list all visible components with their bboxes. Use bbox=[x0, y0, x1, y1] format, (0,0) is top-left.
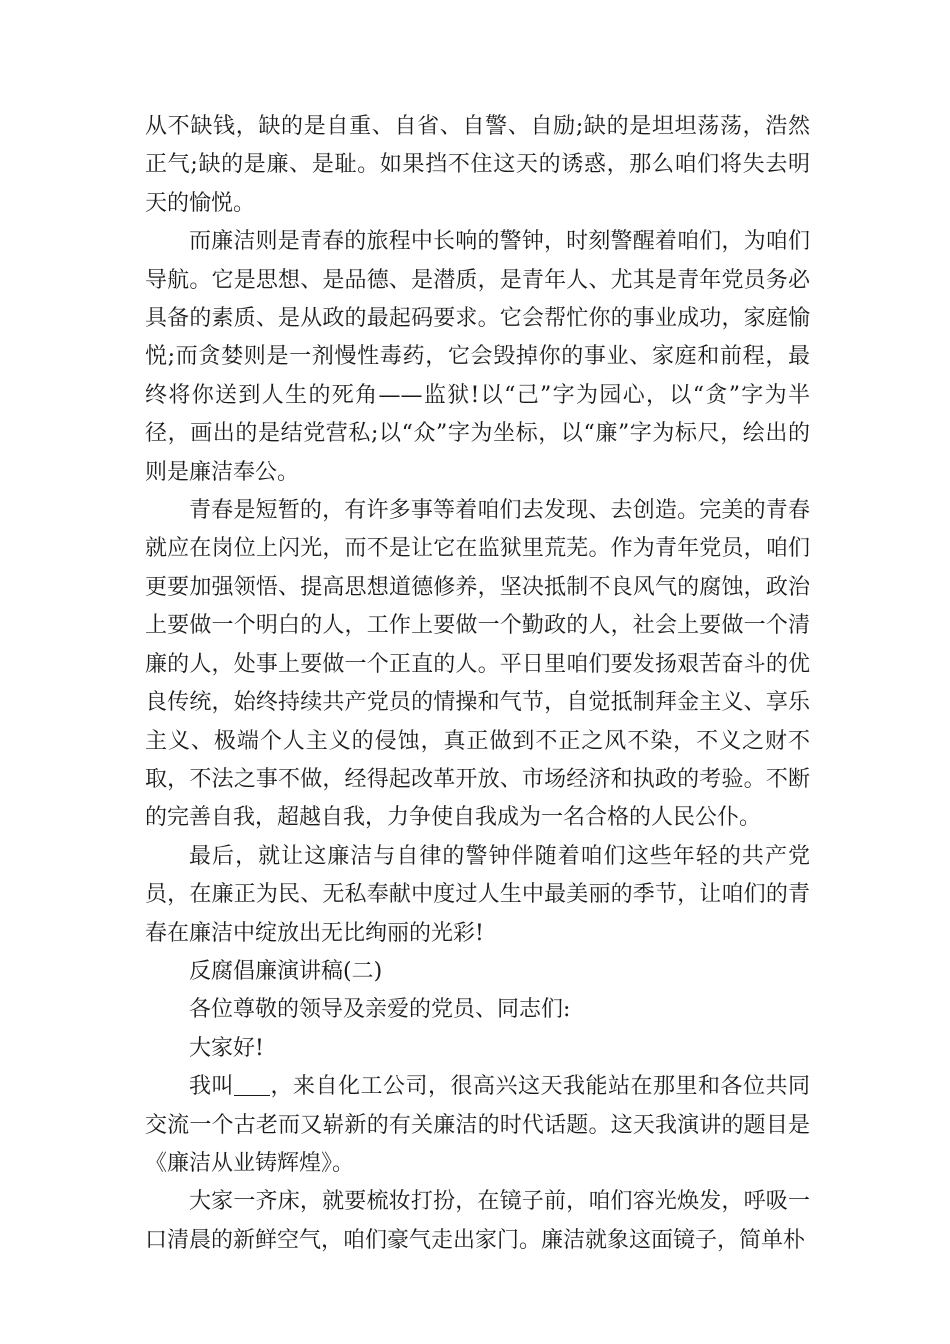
paragraph-mirror: 大家一齐床，就要梳妆打扮，在镜子前，咱们容光焕发，呼吸一口清晨的新鲜空气，咱们豪气走出家门。廉洁就象这面镜子，简单朴 bbox=[145, 1189, 810, 1253]
paragraph-integrity-alarm: 而廉洁则是青春的旅程中长响的警钟，时刻警醒着咱们，为咱们导航。它是思想、是品德、是潜质，是青年人、尤其是青年党员务必具备的素质、是从政的最起码要求。它会帮忙你的事业成功，家庭愉悦;而贪婪则是一剂慢性毒药，它会毁掉你的事业、家庭和前程，最终将你送到人生的死角——监狱!以“己”字为园心，以“贪”字为半径，画出的是结党营私;以“众”字为坐标，以“廉”字为标尺，绘出的则是廉洁奉公。 bbox=[145, 229, 810, 485]
salutation: 各位尊敬的领导及亲爱的党员、同志们: bbox=[189, 997, 571, 1023]
paragraph-youth: 青春是短暂的，有许多事等着咱们去发现、去创造。完美的青春就应在岗位上闪光，而不是让它在监狱里荒芜。作为青年党员，咱们更要加强领悟、提高思想道德修养，坚决抵制不良风气的腐蚀，政治上要做一个明白的人，工作上要做一个勤政的人，社会上要做一个清廉的人，处事上要做一个正直的人。平日里咱们要发扬艰苦奋斗的优良传统，始终持续共产党员的情操和气节，自觉抵制拜金主义、享乐主义、极端个人主义的侵蚀，真正做到不正之风不染，不义之财不取，不法之事不做，经得起改革开放、市场经济和执政的考验。不断的完善自我，超越自我，力争使自我成为一名合格的人民公仆。 bbox=[145, 498, 810, 831]
greeting: 大家好! bbox=[189, 1035, 264, 1061]
intro-after-blank: ，来自化工公司，很高兴这天我能站在那里和各位共同交流一个古老而又崭新的有关廉洁的时代话题。这天我演讲的题目是《廉洁从业铸辉煌》。 bbox=[145, 1074, 810, 1176]
document-body bbox=[145, 108, 810, 1260]
name-blank bbox=[234, 1073, 270, 1096]
section-heading: 反腐倡廉演讲稿(二) bbox=[189, 958, 383, 984]
intro-before-blank: 我叫 bbox=[189, 1074, 234, 1100]
paragraph-self-intro bbox=[145, 1068, 810, 1183]
paragraph-finally: 最后，就让这廉洁与自律的警钟伴随着咱们这些年轻的共产党员，在廉正为民、无私奉献中度过人生中最美丽的季节，让咱们的青春在廉洁中绽放出无比绚丽的光彩! bbox=[145, 843, 810, 946]
paragraph-continuation: 从不缺钱，缺的是自重、自省、自警、自励;缺的是坦坦荡荡，浩然正气;缺的是廉、是耻。如果挡不住这天的诱惑，那么咱们将失去明天的愉悦。 bbox=[145, 114, 810, 216]
